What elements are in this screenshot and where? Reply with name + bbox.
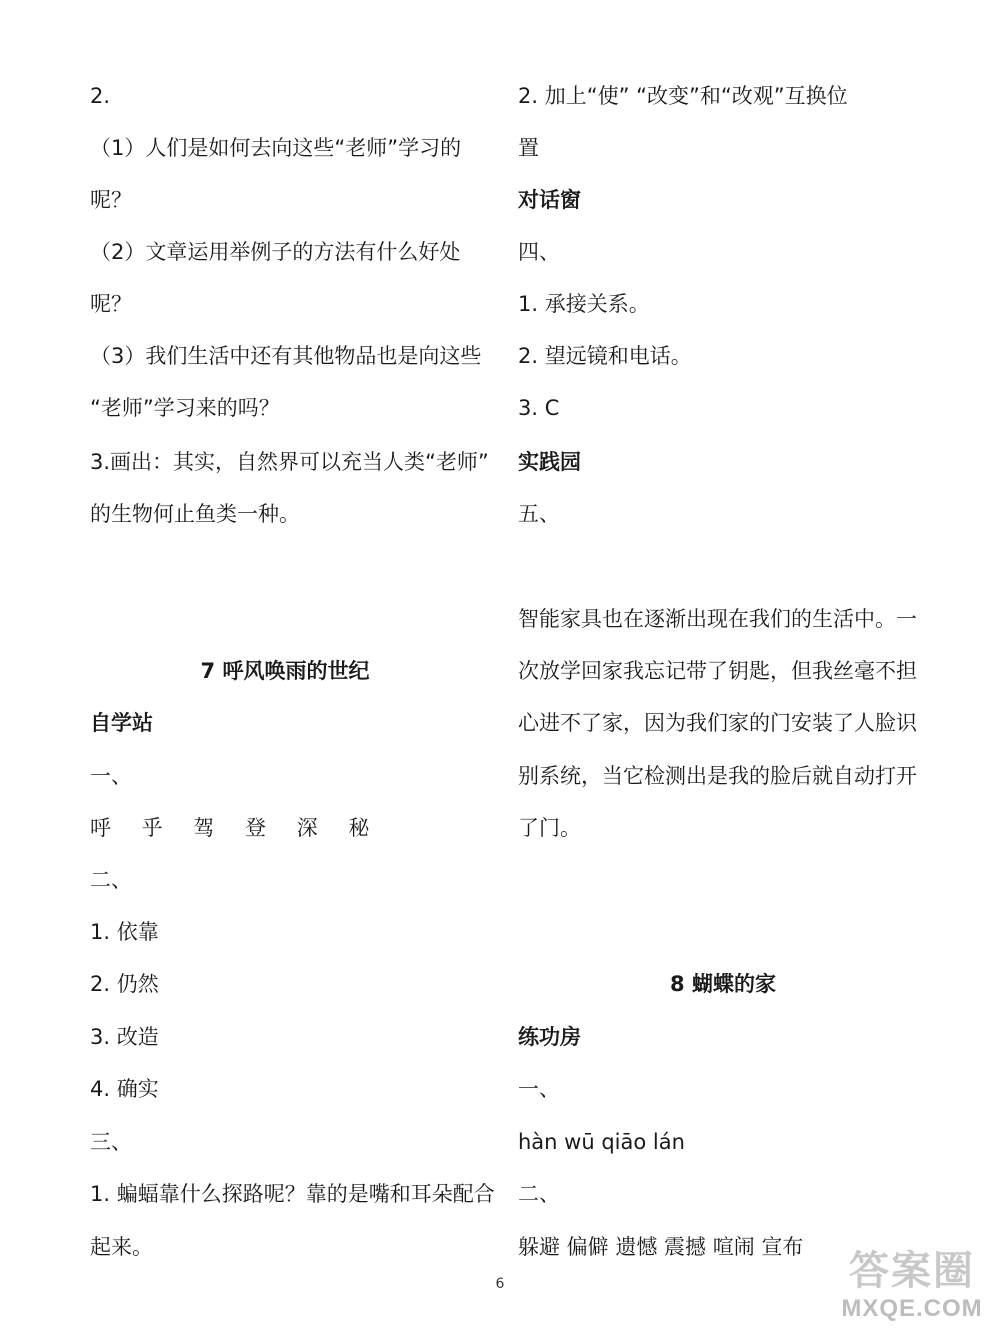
word-1: 1. 依靠 [90, 920, 159, 944]
section-four: 四、 [518, 240, 560, 264]
essay-line3: 心进不了家，因为我们家的门安装了人脸识 [518, 711, 917, 735]
section-one-left: 一、 [90, 764, 132, 788]
answer-3: 3. C [518, 396, 560, 420]
lesson7-title: 7 呼风唤雨的世纪 [200, 659, 370, 683]
q2-2-line2: 呢？ [90, 292, 132, 316]
essay-line1: 智能家具也在逐渐出现在我们的生活中。一 [518, 607, 917, 631]
q2-1-line2: 呢？ [90, 188, 132, 212]
watermark-logo [832, 1248, 992, 1332]
section-three-left: 三、 [90, 1130, 132, 1154]
word-4: 4. 确实 [90, 1077, 159, 1101]
essay-line4: 别系统，当它检测出是我的脸后就自动打开 [518, 764, 917, 788]
chars-line: 呼 乎 驾 登 深 秘 [90, 816, 382, 840]
practice-room-heading: 练功房 [518, 1025, 581, 1049]
essay-line2: 次放学回家我忘记带了钥匙，但我丝毫不担 [518, 659, 917, 683]
bat-line2: 起来。 [90, 1235, 153, 1259]
section-one-right: 一、 [518, 1077, 560, 1101]
watermark-top-text: 答案圈 [849, 1248, 975, 1294]
q2-1-line1: （1）人们是如何去向这些“老师”学习的 [90, 136, 462, 160]
q2-number: 2. [90, 84, 111, 108]
answer-2: 2. 望远镜和电话。 [518, 344, 692, 368]
word-2: 2. 仍然 [90, 972, 159, 996]
word-3: 3. 改造 [90, 1025, 159, 1049]
q3-line1: 3.画出：其实，自然界可以充当人类“老师” [90, 450, 489, 474]
section-two-left: 二、 [90, 868, 132, 892]
q2-3-line2: “老师”学习来的吗？ [90, 396, 280, 420]
q2-2-line1: （2）文章运用举例子的方法有什么好处 [90, 240, 461, 264]
bat-line1: 1. 蝙蝠靠什么探路呢？靠的是嘴和耳朵配合 [90, 1182, 495, 1206]
essay-line5: 了门。 [518, 816, 581, 840]
item2-line2: 置 [518, 136, 539, 160]
section-five: 五、 [518, 502, 560, 526]
pinyin-line: hàn wū qiāo lán [518, 1130, 685, 1154]
page-number: 6 [495, 1276, 505, 1292]
dialogue-heading: 对话窗 [518, 188, 581, 212]
section-two-right: 二、 [518, 1182, 560, 1206]
q3-line2: 的生物何止鱼类一种。 [90, 502, 300, 526]
q2-3-line1: （3）我们生活中还有其他物品也是向这些 [90, 344, 482, 368]
answer-1: 1. 承接关系。 [518, 292, 650, 316]
practice-heading: 实践园 [518, 450, 581, 474]
lesson8-title: 8 蝴蝶的家 [670, 972, 776, 996]
words-line: 躲避 偏僻 遗憾 震撼 喧闹 宣布 [518, 1235, 804, 1259]
watermark-bottom-text: MXQE.COM [841, 1295, 983, 1322]
item2-line1: 2. 加上“使” “改变”和“改观”互换位 [518, 84, 848, 108]
self-study-heading: 自学站 [90, 711, 153, 735]
